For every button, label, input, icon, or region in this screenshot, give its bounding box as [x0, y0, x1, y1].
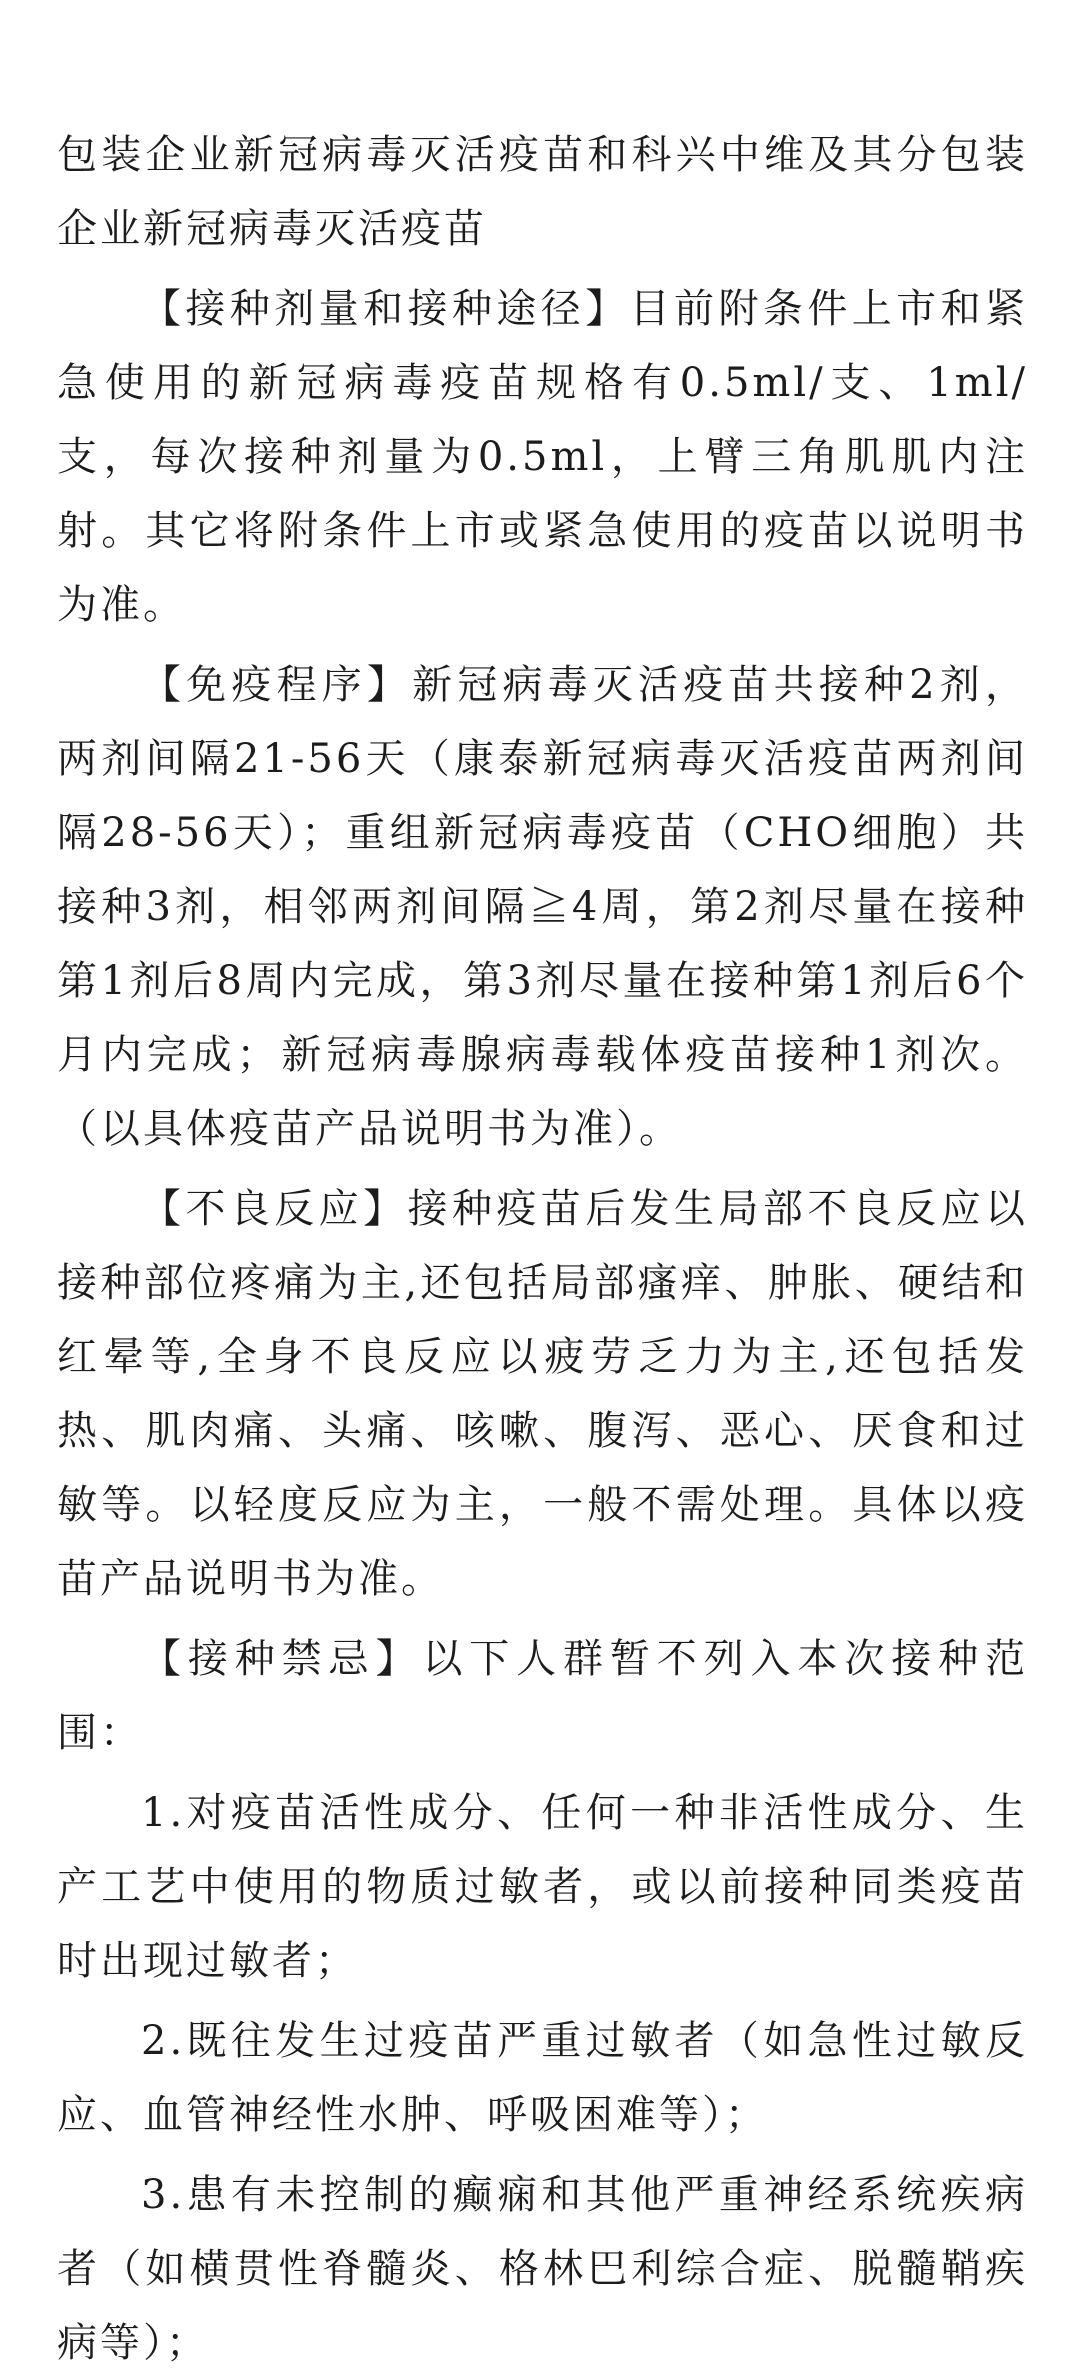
paragraph-continuation: 包装企业新冠病毒灭活疫苗和科兴中维及其分包装企业新冠病毒灭活疫苗: [57, 132, 1028, 252]
contraindication-item-1: 1.对疫苗活性成分、任何一种非活性成分、生产工艺中使用的物质过敏者，或以前接种同类疫苗时出现过敏者；: [57, 1790, 1028, 1984]
paragraph-immunization-schedule: 【免疫程序】新冠病毒灭活疫苗共接种2剂，两剂间隔21-56天（康泰新冠病毒灭活疫苗两剂间隔28-56天）；重组新冠病毒疫苗（CHO细胞）共接种3剂，相邻两剂间隔≧4周，第2剂尽量在接种第1剂后8周内完成，第3剂尽量在接种第1剂后6个月内完成；新冠病毒腺病毒载体疫苗接种1剂次。（以具体疫苗产品说明书为准）。: [57, 662, 1028, 1152]
paragraph-adverse-reactions: 【不良反应】接种疫苗后发生局部不良反应以接种部位疼痛为主,还包括局部瘙痒、肿胀、硬结和红晕等,全身不良反应以疲劳乏力为主,还包括发热、肌肉痛、头痛、咳嗽、腹泻、恶心、厌食和过敏等。以轻度反应为主，一般不需处理。具体以疫苗产品说明书为准。: [57, 1186, 1028, 1602]
paragraph-dose-and-route: 【接种剂量和接种途径】目前附条件上市和紧急使用的新冠病毒疫苗规格有0.5ml/支、1ml/支，每次接种剂量为0.5ml，上臂三角肌肌内注射。其它将附条件上市或紧急使用的疫苗以说明书为准。: [57, 286, 1028, 628]
contraindication-item-2: 2.既往发生过疫苗严重过敏者（如急性过敏反应、血管神经性水肿、呼吸困难等）；: [57, 2018, 1028, 2138]
paragraph-contraindications-heading: 【接种禁忌】以下人群暂不列入本次接种范围：: [57, 1636, 1028, 1756]
contraindication-item-3: 3.患有未控制的癫痫和其他严重神经系统疾病者（如横贯性脊髓炎、格林巴利综合症、脱髓鞘疾病等）；: [57, 2172, 1028, 2366]
